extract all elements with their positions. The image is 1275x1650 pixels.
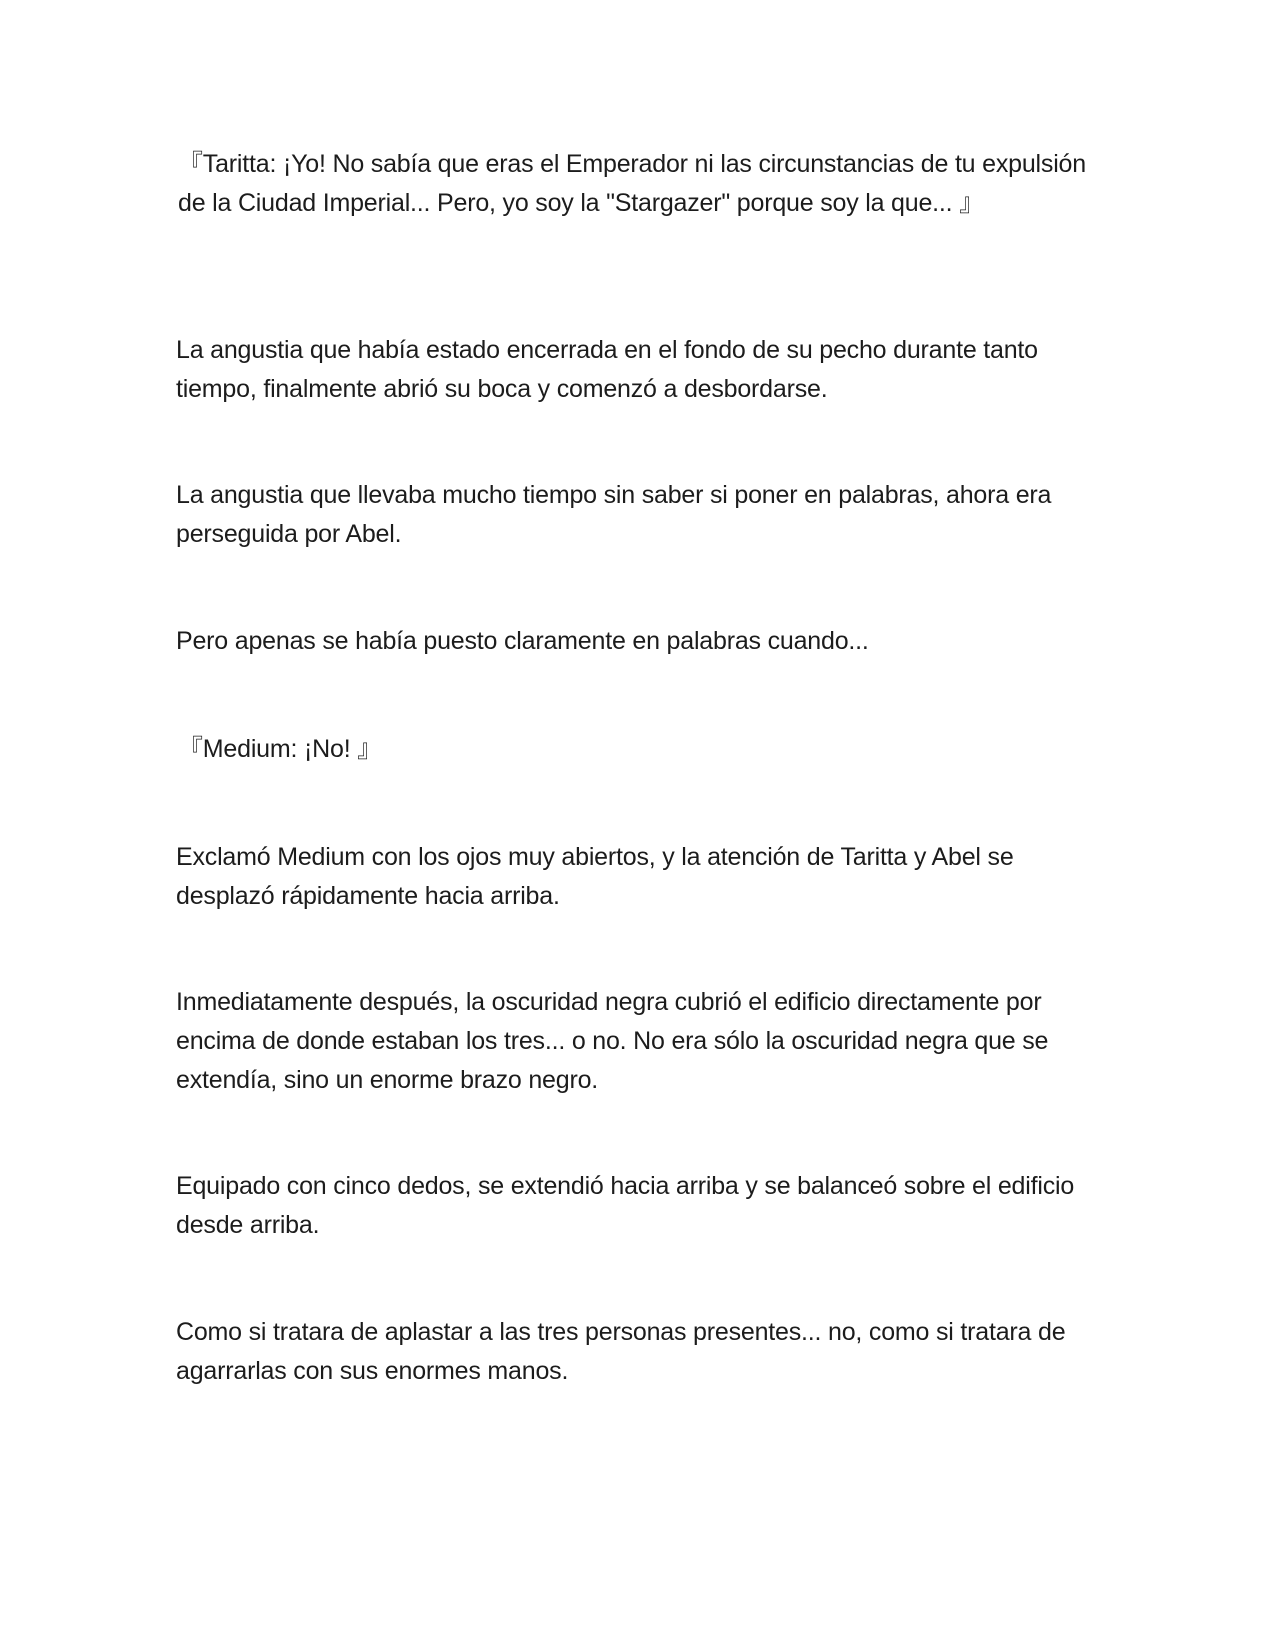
paragraph-exclamation: Exclamó Medium con los ojos muy abiertos, y la atención de Taritta y Abel se desplazó rápidamente hacia arriba. xyxy=(176,843,1021,910)
paragraph-anguish-abel: La angustia que llevaba mucho tiempo sin saber si poner en palabras, ahora era perseguida por Abel. xyxy=(176,481,1058,548)
paragraph-medium-dialogue: 『Medium: ¡No! 』 xyxy=(178,735,382,763)
paragraph-five-fingers: Equipado con cinco dedos, se extendió hacia arriba y se balanceó sobre el edificio desde arriba. xyxy=(176,1172,1081,1239)
paragraph-anguish: La angustia que había estado encerrada en el fondo de su pecho durante tanto tiempo, finalmente abrió su boca y comenzó a desbordarse. xyxy=(176,336,1045,403)
paragraph-taritta-dialogue: 『Taritta: ¡Yo! No sabía que eras el Emperador ni las circunstancias de tu expulsión de la Ciudad Imperial... Pero, yo soy la "Stargazer" porque soy la que... 』 xyxy=(178,150,1093,217)
paragraph-crush: Como si tratara de aplastar a las tres personas presentes... no, como si tratara de agarrarlas con sus enormes manos. xyxy=(176,1318,1073,1385)
paragraph-words: Pero apenas se había puesto claramente en palabras cuando... xyxy=(176,627,869,655)
paragraph-darkness: Inmediatamente después, la oscuridad negra cubrió el edificio directamente por encima de donde estaban los tres... o no. No era sólo la oscuridad negra que se extendía, sino un enorme brazo negro. xyxy=(176,988,1056,1094)
